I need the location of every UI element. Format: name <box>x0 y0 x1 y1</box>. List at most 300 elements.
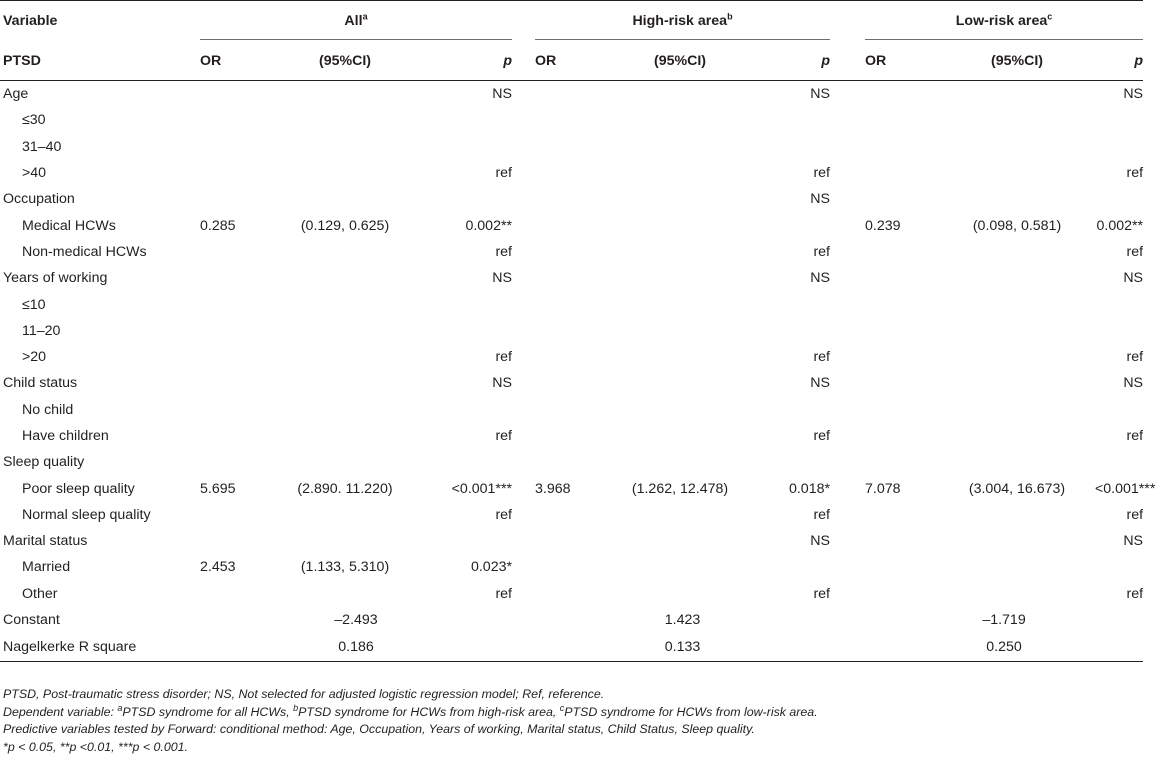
spacer-cell <box>830 107 865 133</box>
row-label: Years of working <box>3 270 108 287</box>
spacer-cell <box>830 318 865 344</box>
p-cell <box>416 318 512 344</box>
or-cell <box>535 107 609 133</box>
spacer-cell <box>512 134 535 160</box>
table-row <box>0 423 1143 449</box>
row-label: ≤10 <box>22 296 46 313</box>
ci-cell <box>939 528 1095 554</box>
spacer-cell <box>512 528 535 554</box>
spacer-cell <box>512 318 535 344</box>
or-cell <box>200 344 274 370</box>
ci-cell <box>939 265 1095 291</box>
ci-cell: (2.890. 11.220) <box>297 480 393 497</box>
spacer-cell <box>830 554 865 580</box>
spacer-cell <box>830 344 865 370</box>
group-rule-high-risk <box>535 39 830 40</box>
group-header-all <box>200 1 512 42</box>
ci-cell <box>939 581 1095 607</box>
table-row <box>0 370 1143 396</box>
p-cell <box>416 528 512 554</box>
or-cell <box>865 528 939 554</box>
or-cell <box>535 134 609 160</box>
ci-cell <box>939 554 1095 580</box>
ci-cell <box>939 397 1095 423</box>
row-label: Married <box>22 559 71 576</box>
table-row <box>0 160 1143 186</box>
or-cell <box>535 160 609 186</box>
ci-cell <box>609 134 751 160</box>
ci-cell <box>939 291 1095 317</box>
ci-header: (95%CI) <box>318 52 372 69</box>
ci-cell <box>274 107 416 133</box>
ci-cell <box>609 291 751 317</box>
p-cell <box>751 212 830 238</box>
p-cell: 0.002** <box>1096 217 1144 234</box>
ci-cell <box>609 397 751 423</box>
spacer-cell <box>512 265 535 291</box>
spacer-cell <box>512 291 535 317</box>
summary-row <box>0 607 1143 633</box>
row-label: Medical HCWs <box>22 217 116 234</box>
p-cell <box>751 134 830 160</box>
or-cell <box>200 528 274 554</box>
ci-cell <box>609 265 751 291</box>
spacer-cell <box>512 423 535 449</box>
or-header: OR <box>200 52 222 69</box>
or-cell <box>535 81 609 108</box>
ci-cell <box>609 502 751 528</box>
or-cell <box>200 318 274 344</box>
spacer-cell <box>830 81 865 108</box>
table-row <box>0 107 1143 133</box>
row-label: Child status <box>3 375 78 392</box>
p-cell: NS <box>1123 270 1144 287</box>
or-cell <box>200 397 274 423</box>
or-cell <box>200 265 274 291</box>
table-row <box>0 265 1143 291</box>
ci-cell <box>609 318 751 344</box>
or-cell <box>200 449 274 475</box>
or-cell <box>200 186 274 212</box>
or-cell <box>535 528 609 554</box>
or-cell <box>535 186 609 212</box>
ci-cell <box>274 502 416 528</box>
or-cell <box>535 423 609 449</box>
ci-cell: (0.098, 0.581) <box>972 217 1062 234</box>
p-cell <box>1095 134 1143 160</box>
p-cell <box>416 134 512 160</box>
spacer-cell <box>512 370 535 396</box>
ci-header: (95%CI) <box>653 52 707 69</box>
or-cell <box>535 502 609 528</box>
row-label: 11–20 <box>22 322 61 339</box>
p-cell <box>416 107 512 133</box>
ci-cell <box>939 318 1095 344</box>
or-cell <box>535 370 609 396</box>
p-cell: ref <box>813 349 830 366</box>
or-cell <box>535 239 609 265</box>
or-cell <box>865 81 939 108</box>
group-sup-low-risk: c <box>1047 11 1053 22</box>
table-row <box>0 502 1143 528</box>
group-rule-all <box>200 39 512 40</box>
or-header: OR <box>865 52 887 69</box>
p-cell: ref <box>495 243 512 260</box>
row-label: Marital status <box>3 533 88 550</box>
spacer-cell <box>512 449 535 475</box>
or-cell <box>535 449 609 475</box>
spacer-cell <box>830 633 865 662</box>
spacer-cell <box>830 186 865 212</box>
ci-cell <box>939 81 1095 108</box>
summary-value: 1.423 <box>664 612 701 629</box>
ci-cell: (3.004, 16.673) <box>968 480 1066 497</box>
or-header: OR <box>535 52 557 69</box>
table-row <box>0 186 1143 212</box>
row-label: Poor sleep quality <box>22 480 135 497</box>
table-row <box>0 397 1143 423</box>
or-cell <box>865 291 939 317</box>
or-cell <box>200 107 274 133</box>
group-header-high-risk <box>535 1 830 42</box>
ci-cell <box>939 186 1095 212</box>
row-label: >40 <box>22 165 47 182</box>
or-cell <box>865 107 939 133</box>
ci-cell <box>609 449 751 475</box>
or-cell <box>200 239 274 265</box>
p-cell: ref <box>1126 585 1144 602</box>
header-row-groups <box>0 1 1143 42</box>
or-cell <box>865 265 939 291</box>
or-cell <box>865 581 939 607</box>
or-cell <box>865 186 939 212</box>
p-cell: 0.018* <box>788 480 830 497</box>
ci-cell <box>274 291 416 317</box>
p-cell: ref <box>495 165 512 182</box>
spacer-cell <box>512 607 535 633</box>
or-cell <box>535 265 609 291</box>
table-row <box>0 81 1143 108</box>
ci-cell <box>609 581 751 607</box>
or-cell <box>865 318 939 344</box>
spacer-cell <box>512 160 535 186</box>
spacer-cell <box>830 212 865 238</box>
ci-cell <box>939 502 1095 528</box>
or-cell <box>865 160 939 186</box>
spacer-cell <box>512 212 535 238</box>
table-row <box>0 581 1143 607</box>
p-cell: ref <box>813 165 830 182</box>
ci-cell <box>939 449 1095 475</box>
or-cell <box>535 318 609 344</box>
spacer-cell <box>830 449 865 475</box>
group-label-high-risk: High-risk area <box>632 13 728 29</box>
footnote-significance: *p < 0.05, **p <0.01, ***p < 0.001. <box>3 739 188 754</box>
or-cell <box>865 344 939 370</box>
spacer-cell <box>830 291 865 317</box>
p-cell: NS <box>492 270 512 287</box>
ci-cell <box>939 134 1095 160</box>
p-cell: NS <box>810 191 830 208</box>
group-rule-low-risk <box>865 39 1143 40</box>
ci-cell <box>609 160 751 186</box>
or-cell <box>535 397 609 423</box>
p-header: p <box>1134 52 1144 69</box>
summary-value: –1.719 <box>982 612 1026 629</box>
or-cell <box>865 397 939 423</box>
p-cell <box>751 397 830 423</box>
spacer-cell <box>830 370 865 396</box>
spacer-cell <box>512 581 535 607</box>
ci-cell <box>274 239 416 265</box>
ci-cell <box>609 423 751 449</box>
p-cell: <0.001*** <box>451 480 512 497</box>
or-cell <box>535 291 609 317</box>
spacer-cell <box>512 397 535 423</box>
p-cell: ref <box>1126 506 1144 523</box>
p-cell <box>416 291 512 317</box>
group-label-low-risk: Low-risk area <box>955 13 1048 29</box>
p-cell <box>751 318 830 344</box>
ci-cell <box>274 134 416 160</box>
table-row <box>0 528 1143 554</box>
p-cell: NS <box>1123 86 1144 103</box>
p-cell: NS <box>810 270 830 287</box>
ci-cell <box>609 370 751 396</box>
ci-cell <box>274 423 416 449</box>
p-cell: ref <box>1126 349 1144 366</box>
p-cell: NS <box>810 533 830 550</box>
p-cell <box>416 449 512 475</box>
or-cell: 5.695 <box>200 480 236 497</box>
row-label: Constant <box>3 612 60 629</box>
row-label: Age <box>3 86 29 103</box>
ci-cell <box>609 186 751 212</box>
or-cell: 2.453 <box>200 559 236 576</box>
ci-cell <box>274 160 416 186</box>
table-row <box>0 134 1143 160</box>
spacer-cell <box>512 81 535 108</box>
p-cell: ref <box>1126 428 1144 444</box>
spacer-cell <box>830 607 865 633</box>
table-row <box>0 449 1143 475</box>
p-cell: 0.023* <box>470 559 512 576</box>
ci-cell: (1.133, 5.310) <box>300 559 390 576</box>
or-cell <box>865 134 939 160</box>
row-label: >20 <box>22 349 47 366</box>
spacer-cell <box>512 107 535 133</box>
p-cell <box>1095 186 1143 212</box>
row-label: 31–40 <box>22 138 62 155</box>
ci-cell <box>274 318 416 344</box>
ci-cell <box>939 107 1095 133</box>
p-cell <box>416 397 512 423</box>
p-cell: NS <box>1123 375 1144 392</box>
or-cell <box>535 344 609 370</box>
ci-cell <box>939 239 1095 265</box>
spacer-cell <box>512 475 535 501</box>
spacer-cell <box>830 134 865 160</box>
or-cell <box>535 212 609 238</box>
ci-cell <box>609 528 751 554</box>
or-cell <box>535 581 609 607</box>
or-cell <box>535 554 609 580</box>
p-cell: NS <box>1123 533 1144 550</box>
group-sup-high-risk: b <box>727 11 733 22</box>
or-cell <box>200 81 274 108</box>
p-cell: NS <box>810 375 830 392</box>
p-cell <box>1095 107 1143 133</box>
p-cell <box>751 449 830 475</box>
or-cell <box>200 370 274 396</box>
row-label: Have children <box>22 428 109 444</box>
ci-cell <box>274 81 416 108</box>
ci-cell <box>274 449 416 475</box>
p-cell: NS <box>810 86 830 103</box>
spacer-cell <box>830 528 865 554</box>
table-row <box>0 554 1143 580</box>
p-cell: <0.001*** <box>1095 480 1155 497</box>
or-cell <box>200 291 274 317</box>
ci-cell <box>274 397 416 423</box>
row-label: Other <box>22 585 58 602</box>
header-row-subcols <box>0 41 1143 81</box>
summary-value: –2.493 <box>334 612 378 629</box>
p-cell: ref <box>813 585 830 602</box>
ci-cell <box>274 186 416 212</box>
table-row <box>0 318 1143 344</box>
ci-cell <box>609 344 751 370</box>
spacer-cell <box>512 186 535 212</box>
p-cell <box>1095 291 1143 317</box>
p-header: p <box>503 52 512 69</box>
ci-cell <box>939 160 1095 186</box>
ci-cell <box>609 81 751 108</box>
row-label: ≤30 <box>22 112 46 129</box>
spacer-cell <box>830 502 865 528</box>
ci-cell <box>609 212 751 238</box>
p-cell: ref <box>813 506 830 523</box>
ci-cell <box>939 370 1095 396</box>
spacer-cell <box>512 239 535 265</box>
p-cell <box>416 186 512 212</box>
footnote-abbreviations: PTSD, Post-traumatic stress disorder; NS, Not selected for adjusted logistic regression model; Ref, reference. <box>3 687 605 701</box>
spacer-cell <box>512 344 535 370</box>
p-cell: ref <box>495 349 512 366</box>
summary-value: 0.133 <box>535 633 830 662</box>
spacer-cell <box>830 160 865 186</box>
or-cell <box>200 423 274 449</box>
or-cell <box>865 423 939 449</box>
ci-cell: (1.262, 12.478) <box>631 480 729 497</box>
or-cell: 0.239 <box>865 217 901 234</box>
summary-value: 0.186 <box>200 633 512 662</box>
p-cell <box>1095 554 1143 580</box>
ci-header: (95%CI) <box>990 52 1044 69</box>
p-cell: ref <box>813 428 830 444</box>
ci-cell <box>939 344 1095 370</box>
table-footnotes <box>3 686 818 756</box>
ci-cell: (0.129, 0.625) <box>300 217 390 234</box>
p-cell: ref <box>813 243 830 260</box>
table-row <box>0 344 1143 370</box>
row-label: No child <box>22 401 74 418</box>
spacer-cell <box>512 554 535 580</box>
ci-cell <box>609 239 751 265</box>
p-cell <box>1095 449 1143 475</box>
or-cell <box>865 449 939 475</box>
summary-value: 0.250 <box>865 633 1143 662</box>
spacer-cell <box>512 633 535 662</box>
ci-cell <box>609 554 751 580</box>
spacer-cell <box>830 475 865 501</box>
p-cell: ref <box>1126 165 1144 182</box>
group-sup-all: a <box>362 11 368 22</box>
ci-cell <box>274 344 416 370</box>
table-row <box>0 239 1143 265</box>
p-cell <box>751 107 830 133</box>
spacer-cell <box>830 239 865 265</box>
spacer-cell <box>830 581 865 607</box>
spacer-cell <box>512 502 535 528</box>
or-cell: 3.968 <box>535 480 571 497</box>
row-label: Normal sleep quality <box>22 506 151 523</box>
or-cell: 7.078 <box>865 480 901 497</box>
or-cell <box>200 581 274 607</box>
footnote-method: Predictive variables tested by Forward: conditional method: Age, Occupation, Years of working, Marital status, Child Status, Sleep quality. <box>3 722 755 736</box>
p-header: p <box>821 52 830 69</box>
p-cell <box>1095 318 1143 344</box>
p-cell <box>751 554 830 580</box>
group-label-all: All <box>344 13 363 29</box>
p-cell <box>1095 397 1143 423</box>
or-cell <box>865 239 939 265</box>
row-label: Sleep quality <box>3 454 85 471</box>
summary-row <box>0 633 1143 662</box>
or-cell <box>865 554 939 580</box>
or-cell <box>200 134 274 160</box>
or-cell <box>200 160 274 186</box>
row-label: Non-medical HCWs <box>22 243 147 260</box>
spacer-cell <box>830 265 865 291</box>
row-label: Nagelkerke R square <box>0 633 200 662</box>
or-cell <box>865 502 939 528</box>
ci-cell <box>274 265 416 291</box>
p-cell: ref <box>1126 243 1144 260</box>
p-cell <box>751 291 830 317</box>
table-body <box>0 81 1155 662</box>
or-cell <box>200 502 274 528</box>
spacer-cell <box>830 423 865 449</box>
ci-cell <box>274 528 416 554</box>
spacer-cell <box>830 397 865 423</box>
ci-cell <box>939 423 1095 449</box>
row-label: Occupation <box>3 191 75 208</box>
table-row <box>0 475 1143 501</box>
table-row <box>0 212 1143 238</box>
p-cell: ref <box>495 585 512 602</box>
ci-cell <box>274 370 416 396</box>
ci-cell <box>609 107 751 133</box>
footnote-dependent-variable: Dependent variable: $^a$PTSD syndrome for all HCWs, $^b$PTSD syndrome for HCWs from high-risk area, $^c$PTSD syndrome for HCWs from low-risk area. <box>3 702 818 719</box>
variable-header: Variable <box>3 13 58 29</box>
outcome-header: PTSD <box>3 52 41 69</box>
p-cell: NS <box>492 86 512 103</box>
table-row <box>0 291 1143 317</box>
or-cell: 0.285 <box>200 217 236 234</box>
p-cell: ref <box>495 428 512 444</box>
group-header-low-risk <box>865 1 1143 42</box>
